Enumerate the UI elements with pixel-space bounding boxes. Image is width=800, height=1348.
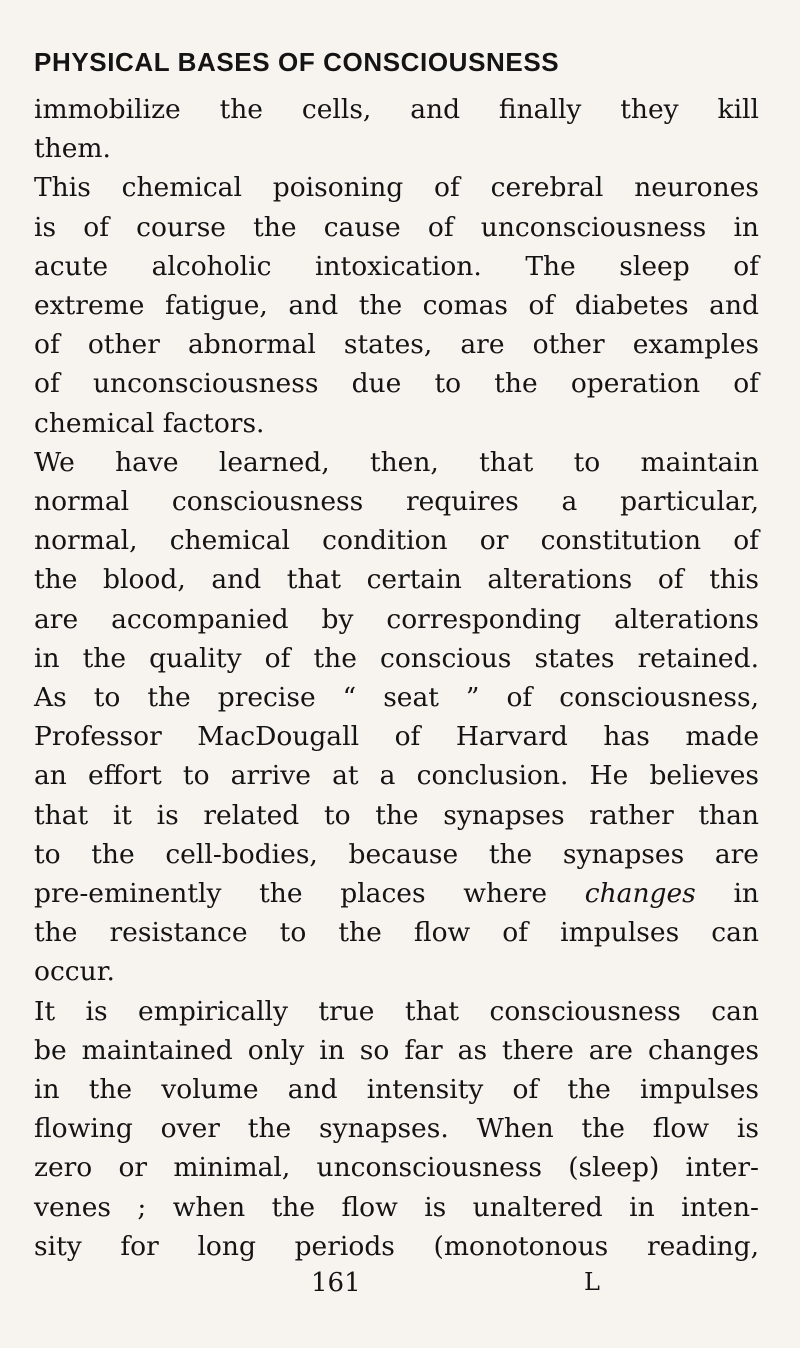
text-line: sity for long periods (monotonous reading,: [34, 1230, 759, 1262]
text-line: them.: [34, 133, 111, 165]
body-text: [34, 90, 759, 1266]
page-number: 161: [311, 1268, 361, 1298]
text-line: are accompanied by corresponding alterations: [34, 603, 759, 635]
text-line: As to the precise “ seat ” of consciousness,: [34, 682, 759, 714]
text-line: of other abnormal states, are other examples: [34, 329, 759, 361]
text-line: Professor MacDougall of Harvard has made: [34, 721, 759, 753]
text-line: flowing over the synapses. When the flow is: [34, 1113, 759, 1145]
text-run: pre-eminently the places where: [34, 878, 585, 910]
text-line: acute alcoholic intoxication. The sleep of: [34, 250, 759, 282]
text-line: normal, chemical condition or constitution of: [34, 525, 759, 557]
text-line: chemical factors.: [34, 407, 265, 439]
text-line: This chemical poisoning of cerebral neurones: [34, 172, 759, 204]
text-line: immobilize the cells, and finally they kill: [34, 94, 759, 125]
text-line: occur.: [34, 956, 115, 988]
text-line: an effort to arrive at a conclusion. He believes: [34, 760, 759, 792]
text-line: to the cell-bodies, because the synapses are: [34, 838, 759, 870]
text-run: in: [695, 878, 759, 910]
text-line: that it is related to the synapses rather than: [34, 799, 759, 831]
text-line: extreme fatigue, and the comas of diabetes and: [34, 290, 759, 322]
text-line: the blood, and that certain alterations of this: [34, 564, 759, 596]
text-line: We have learned, then, that to maintain: [34, 446, 759, 478]
text-line: is of course the cause of unconsciousness in: [34, 211, 759, 243]
running-head: PHYSICAL BASES OF CONSCIOUSNESS: [34, 47, 560, 77]
page-footer: [0, 1268, 800, 1308]
page-body: [34, 40, 759, 1266]
text-line: in the volume and intensity of the impulses: [34, 1074, 759, 1106]
text-line: zero or minimal, unconsciousness (sleep) inter-: [34, 1152, 759, 1184]
text-line: the resistance to the flow of impulses can: [34, 917, 759, 949]
italic-emphasis: changes: [584, 878, 696, 910]
signature-mark: L: [584, 1268, 601, 1296]
text-line: [34, 874, 759, 913]
text-line: normal consciousness requires a particular,: [34, 486, 759, 518]
text-line: in the quality of the conscious states retained.: [34, 642, 759, 674]
text-line: be maintained only in so far as there are changes: [34, 1034, 759, 1066]
text-line: It is empirically true that consciousness can: [34, 995, 759, 1027]
text-line: venes ; when the flow is unaltered in inten-: [34, 1191, 759, 1223]
text-line: of unconsciousness due to the operation of: [34, 368, 759, 400]
